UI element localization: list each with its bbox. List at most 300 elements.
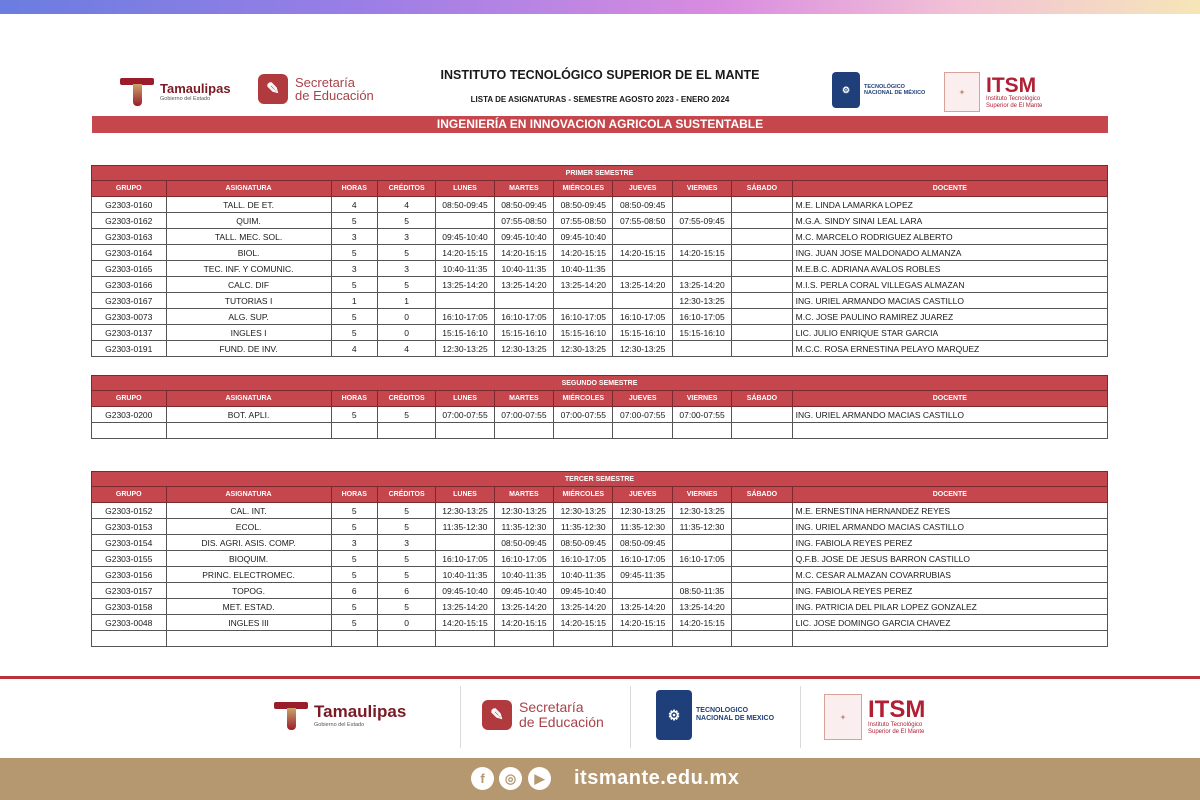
table-cell: 11:35-12:30 [613,519,672,535]
table-cell: 12:30-13:25 [554,503,613,519]
column-header: CRÉDITOS [377,391,435,407]
table-cell: G2303-0152 [92,503,167,519]
table-cell: 14:20-15:15 [494,615,553,631]
footer-logos [0,684,1200,752]
table-cell: ALG. SUP. [166,309,331,325]
column-header: CRÉDITOS [377,181,435,197]
column-header: HORAS [331,391,377,407]
table-cell: G2303-0164 [92,245,167,261]
table-cell: 15:15-16:10 [672,325,731,341]
table-cell [732,567,792,583]
table-cell: M.E. LINDA LAMARKA LOPEZ [792,197,1107,213]
table-row [92,631,1108,647]
table-cell: 11:35-12:30 [672,519,731,535]
column-header: MIÉRCOLES [554,487,613,503]
table-cell: TUTORIAS I [166,293,331,309]
table-cell: M.C. JOSE PAULINO RAMIREZ JUAREZ [792,309,1107,325]
secretaria-logo [258,74,374,104]
table-cell [792,423,1107,439]
column-header: JUEVES [613,391,672,407]
footer-secretaria-line2: de Educación [519,714,604,730]
table-cell [92,631,167,647]
table-cell [672,229,731,245]
footer-tecnm-line2: NACIONAL DE MEXICO [696,715,775,722]
table-cell: 5 [331,567,377,583]
table-cell [672,567,731,583]
table-cell: 0 [377,325,435,341]
table-cell: Q.F.B. JOSE DE JESUS BARRON CASTILLO [792,551,1107,567]
column-header: GRUPO [92,487,167,503]
table-cell: 3 [377,261,435,277]
table-cell: 5 [331,407,377,423]
column-header: DOCENTE [792,487,1107,503]
semester-title: PRIMER SEMESTRE [92,166,1108,181]
table-cell: 5 [331,245,377,261]
table-cell [732,261,792,277]
youtube-icon[interactable]: ▶ [528,767,551,790]
table-cell: 14:20-15:15 [554,615,613,631]
table-cell [732,615,792,631]
table-cell [613,229,672,245]
table-cell: 5 [377,277,435,293]
table-cell: 08:50-09:45 [494,197,553,213]
column-header: LUNES [436,391,494,407]
table-cell: G2303-0200 [92,407,167,423]
table-cell: 08:50-09:45 [613,535,672,551]
table-cell: 08:50-09:45 [494,535,553,551]
table-cell: 07:55-09:45 [672,213,731,229]
table-cell: G2303-0166 [92,277,167,293]
table-cell [732,631,792,647]
table-cell: G2303-0048 [92,615,167,631]
table-cell: TALL. MEC. SOL. [166,229,331,245]
instagram-icon[interactable]: ◎ [499,767,522,790]
column-header: MARTES [494,487,553,503]
table-cell: 12:30-13:25 [613,503,672,519]
table-cell: G2303-0157 [92,583,167,599]
table-cell: 07:00-07:55 [613,407,672,423]
column-header: SÁBADO [732,391,792,407]
table-cell: G2303-0155 [92,551,167,567]
table-row [92,615,1108,631]
table-cell: 4 [377,197,435,213]
table-cell: 13:25-14:20 [494,277,553,293]
tamaulipas-mark-icon [118,74,156,108]
column-header: MIÉRCOLES [554,181,613,197]
table-cell: 08:50-09:45 [613,197,672,213]
footer-tecnm-logo [656,690,774,740]
table-cell: 13:25-14:20 [672,599,731,615]
table-cell: 07:00-07:55 [554,407,613,423]
table-cell [436,213,494,229]
table-cell: 3 [331,261,377,277]
table-cell: G2303-0165 [92,261,167,277]
table-cell: 15:15-16:10 [613,325,672,341]
table-cell: 09:45-10:40 [436,229,494,245]
table-cell: 13:25-14:20 [672,277,731,293]
table-row [92,197,1108,213]
table-row [92,261,1108,277]
table-cell: 10:40-11:35 [436,567,494,583]
itsm-name: ITSM [986,73,1037,97]
table-cell: 16:10-17:05 [672,551,731,567]
footer-tecnm-line1: TECNOLOGICO [696,707,749,714]
table-cell: G2303-0167 [92,293,167,309]
column-header: MARTES [494,391,553,407]
column-header: JUEVES [613,181,672,197]
table-cell: BOT. APLI. [166,407,331,423]
column-header: VIERNES [672,391,731,407]
table-cell: 10:40-11:35 [554,261,613,277]
column-header: DOCENTE [792,181,1107,197]
table-cell: DIS. AGRI. ASIS. COMP. [166,535,331,551]
footer-secretaria-mark-icon: ✎ [482,700,512,730]
table-cell: CAL. INT. [166,503,331,519]
table-cell: M.G.A. SINDY SINAI LEAL LARA [792,213,1107,229]
table-cell: 15:15-16:10 [554,325,613,341]
table-cell: 5 [377,567,435,583]
table-cell [732,293,792,309]
table-cell: 5 [377,519,435,535]
table-cell [732,229,792,245]
table-cell [166,423,331,439]
table-cell: 4 [377,341,435,357]
table-row [92,583,1108,599]
table-cell: 13:25-14:20 [436,277,494,293]
table-cell: ING. FABIOLA REYES PEREZ [792,535,1107,551]
table-cell [732,325,792,341]
table-cell: 09:45-10:40 [494,583,553,599]
table-cell: 4 [331,341,377,357]
table-cell: M.E.B.C. ADRIANA AVALOS ROBLES [792,261,1107,277]
table-cell [672,631,731,647]
table-cell [732,213,792,229]
table-row [92,503,1108,519]
table-cell: TALL. DE ET. [166,197,331,213]
table-cell: 14:20-15:15 [672,245,731,261]
table-row [92,277,1108,293]
column-header: VIERNES [672,181,731,197]
website-link[interactable]: itsmante.edu.mx [574,767,740,789]
table-cell: LIC. JULIO ENRIQUE STAR GARCIA [792,325,1107,341]
itsm-line2: Superior de El Mante [986,102,1043,109]
table-cell: 0 [377,309,435,325]
table-cell: 12:30-13:25 [672,503,731,519]
table-cell: 16:10-17:05 [613,309,672,325]
table-cell: 09:45-10:40 [554,583,613,599]
table-cell: G2303-0073 [92,309,167,325]
table-header-row [92,487,1108,503]
table-cell: M.E. ERNESTINA HERNANDEZ REYES [792,503,1107,519]
table-cell [554,423,613,439]
list-subtitle: LISTA DE ASIGNATURAS - SEMESTRE AGOSTO 2023 - ENERO 2024 [470,95,730,104]
column-header: MIÉRCOLES [554,391,613,407]
table-cell: 14:20-15:15 [613,615,672,631]
footer-tamaulipas-mark-icon [272,698,310,732]
table-cell [672,423,731,439]
table-row [92,567,1108,583]
table-cell: 08:50-09:45 [436,197,494,213]
table-cell [613,423,672,439]
semester-title: TERCER SEMESTRE [92,472,1108,487]
table-cell: G2303-0191 [92,341,167,357]
table-cell: M.C. CESAR ALMAZAN COVARRUBIAS [792,567,1107,583]
footer-separator [460,686,461,748]
table-cell: 07:55-08:50 [613,213,672,229]
table-cell [377,423,435,439]
tecnm-line2: NACIONAL DE MÉXICO [864,90,926,96]
table-cell: FUND. DE INV. [166,341,331,357]
column-header: ASIGNATURA [166,487,331,503]
table-cell: ING. FABIOLA REYES PEREZ [792,583,1107,599]
page-header [0,60,1200,120]
table-cell: 5 [377,599,435,615]
footer-itsm-seal-icon: ✦ [824,694,862,740]
table-cell [792,631,1107,647]
table-cell: 4 [331,197,377,213]
table-cell: 5 [331,309,377,325]
footer-secretaria-line1: Secretaría [519,699,584,715]
table-cell: 5 [331,325,377,341]
table-cell [732,277,792,293]
table-cell: 12:30-13:25 [436,503,494,519]
semester-table [91,165,1108,357]
semester-table [91,471,1108,647]
table-cell: 5 [331,615,377,631]
table-cell: 09:45-10:40 [436,583,494,599]
table-cell: 5 [331,551,377,567]
table-cell: 16:10-17:05 [436,309,494,325]
table-cell: 10:40-11:35 [554,567,613,583]
document-title-block [400,68,800,104]
table-cell: 07:55-08:50 [554,213,613,229]
table-cell: 16:10-17:05 [554,309,613,325]
table-cell: 13:25-14:20 [436,599,494,615]
table-cell: G2303-0160 [92,197,167,213]
table-cell: 6 [331,583,377,599]
semester-title: SEGUNDO SEMESTRE [92,376,1108,391]
table-cell: 16:10-17:05 [494,551,553,567]
table-header-row [92,181,1108,197]
tamaulipas-logo [118,74,231,108]
facebook-icon[interactable]: f [471,767,494,790]
footer-tamaulipas-logo [272,698,406,732]
table-cell [436,423,494,439]
table-cell: 10:40-11:35 [436,261,494,277]
table-cell [732,407,792,423]
table-cell: 13:25-14:20 [554,599,613,615]
table-cell: 08:50-11:35 [672,583,731,599]
table-cell: TEC. INF. Y COMUNIC. [166,261,331,277]
table-cell: 13:25-14:20 [554,277,613,293]
table-cell: 3 [377,535,435,551]
table-cell: G2303-0163 [92,229,167,245]
column-header: SÁBADO [732,487,792,503]
footer-tecnm-gear-icon: ⚙ [656,690,692,740]
table-cell: ING. JUAN JOSE MALDONADO ALMANZA [792,245,1107,261]
table-cell: 07:00-07:55 [494,407,553,423]
table-cell: ECOL. [166,519,331,535]
table-cell: 09:45-10:40 [494,229,553,245]
table-cell: 11:35-12:30 [494,519,553,535]
itsm-line1: Instituto Tecnológico [986,95,1041,102]
table-row [92,325,1108,341]
table-cell [436,535,494,551]
footer-separator [800,686,801,748]
table-cell: 15:15-16:10 [494,325,553,341]
table-cell: 16:10-17:05 [672,309,731,325]
column-header: LUNES [436,487,494,503]
table-cell: 5 [377,245,435,261]
institute-title: INSTITUTO TECNOLÓGICO SUPERIOR DE EL MANTE [440,68,760,82]
table-cell: 13:25-14:20 [613,277,672,293]
table-cell: 5 [377,551,435,567]
table-cell [494,423,553,439]
table-cell: G2303-0137 [92,325,167,341]
column-header: GRUPO [92,391,167,407]
table-cell: BIOL. [166,245,331,261]
table-cell: 14:20-15:15 [436,615,494,631]
table-cell: G2303-0156 [92,567,167,583]
table-cell: CALC. DIF [166,277,331,293]
table-cell: 09:45-10:40 [554,229,613,245]
table-cell: 12:30-13:25 [436,341,494,357]
tecnm-gear-icon: ⚙ [832,72,860,108]
table-cell: 14:20-15:15 [494,245,553,261]
column-header: GRUPO [92,181,167,197]
table-cell: 14:20-15:15 [613,245,672,261]
table-cell: 0 [377,615,435,631]
table-cell: 12:30-13:25 [672,293,731,309]
footer-itsm-line1: Instituto Tecnológico [868,722,923,728]
table-cell: M.I.S. PERLA CORAL VILLEGAS ALMAZAN [792,277,1107,293]
table-row [92,519,1108,535]
column-header: HORAS [331,181,377,197]
table-cell: 09:45-11:35 [613,567,672,583]
table-cell: 16:10-17:05 [436,551,494,567]
table-cell: 16:10-17:05 [554,551,613,567]
table-cell: 12:30-13:25 [494,341,553,357]
table-cell [672,535,731,551]
table-cell: 5 [331,213,377,229]
table-cell [732,197,792,213]
table-cell [436,293,494,309]
tecnm-line1: TECNOLÓGICO [864,84,905,90]
table-cell [672,341,731,357]
table-cell [732,309,792,325]
table-row [92,309,1108,325]
table-cell: 14:20-15:15 [436,245,494,261]
table-row [92,423,1108,439]
table-cell: 07:00-07:55 [672,407,731,423]
table-cell: QUIM. [166,213,331,229]
column-header: JUEVES [613,487,672,503]
table-cell: 13:25-14:20 [494,599,553,615]
table-cell: G2303-0162 [92,213,167,229]
table-cell: 6 [377,583,435,599]
tamaulipas-subtitle: Gobierno del Estado [160,95,211,102]
table-cell: 5 [331,519,377,535]
table-cell: 16:10-17:05 [613,551,672,567]
table-row [92,293,1108,309]
table-cell: TOPOG. [166,583,331,599]
table-row [92,341,1108,357]
table-cell: INGLES I [166,325,331,341]
column-header: LUNES [436,181,494,197]
table-cell: ING. URIEL ARMANDO MACIAS CASTILLO [792,293,1107,309]
table-cell [672,261,731,277]
table-cell: 08:50-09:45 [554,197,613,213]
table-cell: 5 [377,503,435,519]
table-cell [672,197,731,213]
table-cell: 07:55-08:50 [494,213,553,229]
table-cell [613,583,672,599]
semester-table [91,375,1108,439]
table-cell: M.C.C. ROSA ERNESTINA PELAYO MARQUEZ [792,341,1107,357]
table-cell: LIC. JOSE DOMINGO GARCIA CHAVEZ [792,615,1107,631]
table-cell [613,293,672,309]
table-cell [92,423,167,439]
table-cell [732,599,792,615]
table-cell: 13:25-14:20 [613,599,672,615]
table-cell: ING. URIEL ARMANDO MACIAS CASTILLO [792,519,1107,535]
table-cell: MET. ESTAD. [166,599,331,615]
table-cell [494,293,553,309]
footer-tamaulipas-name: Tamaulipas [314,702,407,721]
top-gradient-bar [0,0,1200,14]
table-cell [613,261,672,277]
table-cell: G2303-0153 [92,519,167,535]
column-header: DOCENTE [792,391,1107,407]
table-cell: ING. PATRICIA DEL PILAR LOPEZ GONZALEZ [792,599,1107,615]
tamaulipas-name: Tamaulipas [160,80,231,96]
table-cell [732,503,792,519]
table-cell [331,631,377,647]
table-cell [732,341,792,357]
table-cell: 1 [331,293,377,309]
table-row [92,551,1108,567]
table-cell: 1 [377,293,435,309]
table-cell: 11:35-12:30 [554,519,613,535]
table-cell: 12:30-13:25 [554,341,613,357]
table-header-row [92,391,1108,407]
table-row [92,599,1108,615]
table-row [92,245,1108,261]
table-row [92,213,1108,229]
secretaria-mark-icon: ✎ [258,74,288,104]
table-cell [613,631,672,647]
table-cell: 3 [377,229,435,245]
footer-secretaria-logo [482,700,604,730]
table-cell [554,631,613,647]
footer-itsm-name: ITSM [868,696,926,723]
column-header: CRÉDITOS [377,487,435,503]
table-cell: 12:30-13:25 [613,341,672,357]
table-cell [166,631,331,647]
table-cell: 15:15-16:10 [436,325,494,341]
table-cell: 5 [331,277,377,293]
itsm-seal-icon: ✦ [944,72,980,112]
table-cell: G2303-0154 [92,535,167,551]
table-cell: PRINC. ELECTROMEC. [166,567,331,583]
table-cell: 14:20-15:15 [554,245,613,261]
itsm-logo [944,72,1042,112]
table-cell: 5 [377,213,435,229]
column-header: VIERNES [672,487,731,503]
table-cell: ING. URIEL ARMANDO MACIAS CASTILLO [792,407,1107,423]
secretaria-line2: de Educación [295,88,374,103]
table-cell [732,245,792,261]
